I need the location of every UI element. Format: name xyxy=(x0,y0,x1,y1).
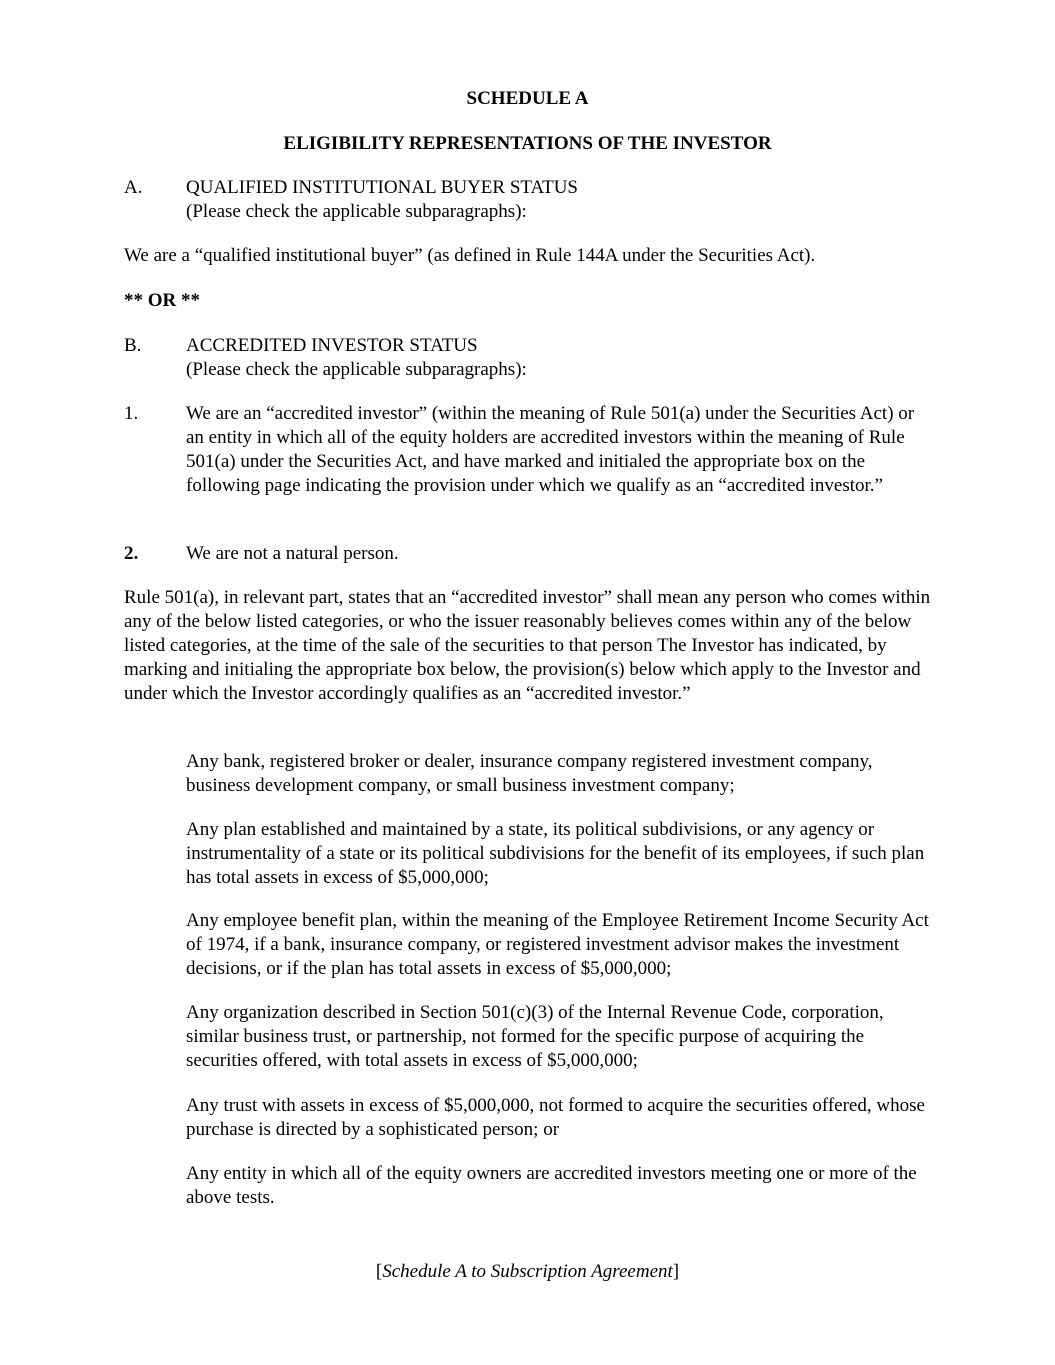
section-b-heading: ACCREDITED INVESTOR STATUS xyxy=(186,335,478,356)
item-2-text: We are not a natural person. xyxy=(186,543,399,564)
footer-close-bracket: ] xyxy=(672,1261,680,1282)
qib-statement: We are a “qualified institutional buyer” (as defined in Rule 144A under the Securities Act). xyxy=(124,245,816,266)
category-item: Any entity in which all of the equity owners are accredited investors meeting one or more of the above tests. xyxy=(186,1163,917,1208)
section-b-label: B. xyxy=(124,335,142,356)
page-footer xyxy=(0,1260,1055,1284)
section-a-heading: QUALIFIED INSTITUTIONAL BUYER STATUS xyxy=(186,177,578,198)
rule-501a-paragraph: Rule 501(a), in relevant part, states that an “accredited investor” shall mean any person who comes within any of the below listed categories, or who the issuer reasonably believes comes within any of the below listed categories, at the time of the sale of the securities to that person The Investor has indicated, by marking and initialing the appropriate box below, the provision(s) below which apply to the Investor and under which the Investor accordingly qualifies as an “accredited investor.” xyxy=(124,587,931,704)
item-2-number: 2. xyxy=(124,543,139,564)
document-title: SCHEDULE A xyxy=(466,88,589,109)
document-subtitle: ELIGIBILITY REPRESENTATIONS OF THE INVESTOR xyxy=(283,133,772,154)
category-item: Any employee benefit plan, within the meaning of the Employee Retirement Income Security Act of 1974, if a bank, insurance company, or registered investment advisor makes the investment decisions, or if the plan has total assets in excess of $5,000,000; xyxy=(186,910,929,979)
section-b-instruction: (Please check the applicable subparagraphs): xyxy=(186,359,527,380)
category-item: Any organization described in Section 501(c)(3) of the Internal Revenue Code, corporation, similar business trust, or partnership, not formed for the specific purpose of acquiring the securities offered, with total assets in excess of $5,000,000; xyxy=(186,1002,884,1071)
section-a-label: A. xyxy=(124,177,143,198)
footer-open-bracket: [ xyxy=(375,1261,383,1282)
section-a-instruction: (Please check the applicable subparagraphs): xyxy=(186,201,527,222)
category-item: Any bank, registered broker or dealer, insurance company registered investment company, business development company, or small business investment company; xyxy=(186,751,873,796)
item-1-text: We are an “accredited investor” (within the meaning of Rule 501(a) under the Securities Act) or an entity in which all of the equity holders are accredited investors within the meaning of Rule 501(a) under the Securities Act, and have marked and initialed the appropriate box on the following page indicating the provision under which we qualify as an “accredited investor.” xyxy=(186,403,915,496)
footer-text: Schedule A to Subscription Agreement xyxy=(382,1261,673,1282)
category-item: Any plan established and maintained by a state, its political subdivisions, or any agency or instrumentality of a state or its political subdivisions for the benefit of its employees, if such plan has total assets in excess of $5,000,000; xyxy=(186,819,925,888)
category-item: Any trust with assets in excess of $5,000,000, not formed to acquire the securities offered, whose purchase is directed by a sophisticated person; or xyxy=(186,1095,925,1140)
or-separator: ** OR ** xyxy=(124,290,200,311)
item-1-number: 1. xyxy=(124,403,139,424)
